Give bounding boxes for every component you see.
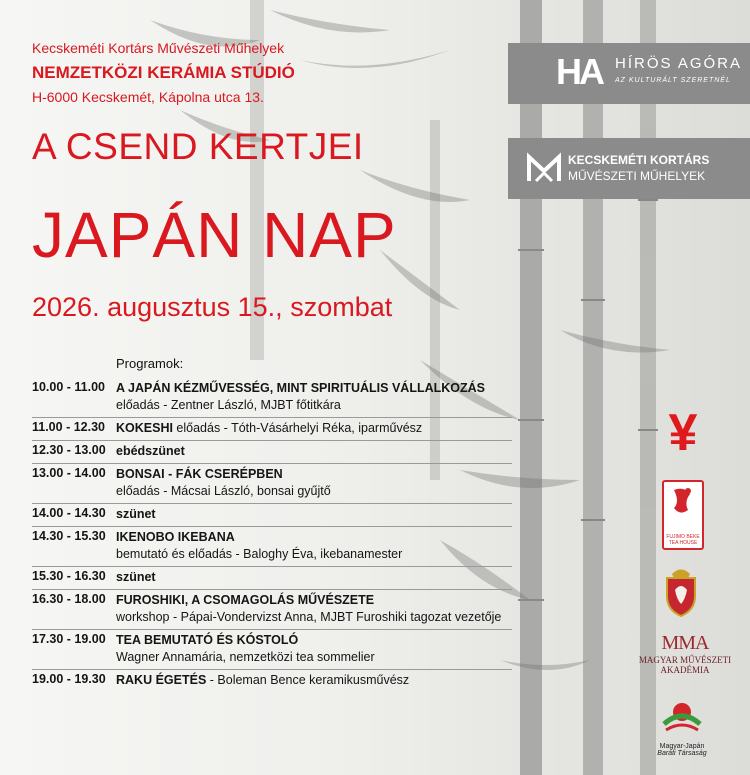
hiros-agora-name: HÍRÖS AGÓRA	[615, 55, 743, 72]
mma-mark: MMA	[661, 632, 709, 654]
schedule-item	[32, 504, 512, 527]
event-subtitle: A CSEND KERTJEI	[32, 126, 364, 167]
schedule-list	[32, 378, 512, 692]
mjbt-line1: Magyar-Japán	[659, 743, 705, 750]
schedule-title: FUROSHIKI, A CSOMAGOLÁS MŰVÉSZETE	[116, 593, 375, 607]
schedule-inline: előadás - Tóth-Vásárhelyi Réka, iparművész	[172, 421, 423, 435]
schedule-detail: bemutató és előadás - Baloghy Éva, ikebanamester	[116, 547, 403, 561]
schedule-time: 11.00 - 12.30	[32, 420, 105, 434]
organization-name: Kecskeméti Kortárs Művészeti Műhelyek	[32, 40, 285, 56]
schedule-desc	[116, 672, 512, 689]
schedule-item	[32, 567, 512, 590]
schedule-detail: előadás - Mácsai László, bonsai gyűjtő	[116, 484, 331, 498]
schedule-item	[32, 418, 512, 441]
schedule-desc	[116, 632, 512, 666]
schedule-time: 19.00 - 19.30	[32, 672, 106, 686]
kkmm-line1: KECSKEMÉTI KORTÁRS	[568, 153, 710, 167]
schedule-item	[32, 378, 512, 418]
schedule-inline: - Boleman Bence keramikusművész	[206, 673, 410, 687]
schedule-time: 13.00 - 14.00	[32, 466, 106, 480]
tea-house-logo	[662, 480, 704, 550]
schedule-title: szünet	[116, 570, 156, 584]
mma-logo	[630, 632, 740, 675]
mjbt-line2: Baráti Társaság	[657, 750, 707, 757]
tea-house-text	[664, 534, 702, 546]
schedule-desc	[116, 529, 512, 563]
event-title: JAPÁN NAP	[32, 199, 397, 271]
kkmm-emblem-icon	[526, 151, 562, 187]
schedule-title: ebédszünet	[116, 444, 185, 458]
schedule-item	[32, 441, 512, 464]
yen-logo-icon: ¥	[668, 404, 698, 462]
program-heading: Programok:	[116, 356, 184, 371]
schedule-time: 12.30 - 13.00	[32, 443, 106, 457]
event-date: 2026. augusztus 15., szombat	[32, 292, 393, 322]
schedule-desc	[116, 466, 512, 500]
schedule-time: 16.30 - 18.00	[32, 592, 106, 606]
hiros-agora-mark: HA	[556, 51, 602, 92]
schedule-desc	[116, 569, 512, 586]
mma-line2: AKADÉMIA	[660, 665, 710, 675]
schedule-item	[32, 630, 512, 670]
schedule-time: 17.30 - 19.00	[32, 632, 106, 646]
schedule-item	[32, 527, 512, 567]
schedule-desc	[116, 592, 512, 626]
hiros-agora-logo	[508, 43, 750, 104]
kecskemeti-kortars-logo	[508, 138, 750, 199]
mma-line1: MAGYAR MŰVÉSZETI	[638, 655, 732, 665]
schedule-title: TEA BEMUTATÓ ÉS KÓSTOLÓ	[116, 633, 299, 647]
schedule-item	[32, 590, 512, 630]
schedule-title: BONSAI - FÁK CSERÉPBEN	[116, 467, 283, 481]
coat-of-arms-icon	[663, 566, 699, 618]
schedule-item	[32, 670, 512, 692]
kkmm-line2: MŰVÉSZETI MŰHELYEK	[568, 169, 706, 183]
schedule-detail: workshop - Pápai-Vondervizst Anna, MJBT Furoshiki tagozat vezetője	[116, 610, 502, 624]
mjbt-logo	[650, 698, 714, 757]
tea-figure-icon	[664, 482, 702, 524]
schedule-desc	[116, 506, 512, 523]
schedule-time: 15.30 - 16.30	[32, 569, 106, 583]
schedule-time: 14.00 - 14.30	[32, 506, 106, 520]
studio-name: NEMZETKÖZI KERÁMIA STÚDIÓ	[32, 63, 295, 82]
schedule-time: 14.30 - 15.30	[32, 529, 106, 543]
schedule-desc	[116, 380, 512, 414]
schedule-title: A JAPÁN KÉZMŰVESSÉG, MINT SPIRITUÁLIS VÁLLALKOZÁS	[116, 381, 486, 395]
schedule-desc	[116, 443, 512, 460]
schedule-title: KOKESHI	[116, 421, 173, 435]
schedule-detail: Wagner Annamária, nemzetközi tea sommelier	[116, 650, 375, 664]
schedule-item	[32, 464, 512, 504]
schedule-title: IKENOBO IKEBANA	[116, 530, 235, 544]
schedule-desc	[116, 420, 512, 437]
schedule-title: RAKU ÉGETÉS	[116, 673, 207, 687]
address: H-6000 Kecskemét, Kápolna utca 13.	[32, 89, 264, 105]
tea-house-line1: FUJIMO BEKE	[666, 534, 700, 540]
mjbt-emblem-icon	[660, 698, 704, 738]
schedule-time: 10.00 - 11.00	[32, 380, 105, 394]
hiros-agora-tagline: AZ KULTURÁLT SZERETNÉL	[615, 77, 731, 84]
schedule-title: szünet	[116, 507, 156, 521]
tea-house-line2: TEA HOUSE	[668, 540, 698, 546]
schedule-detail: előadás - Zentner László, MJBT főtitkára	[116, 398, 341, 412]
